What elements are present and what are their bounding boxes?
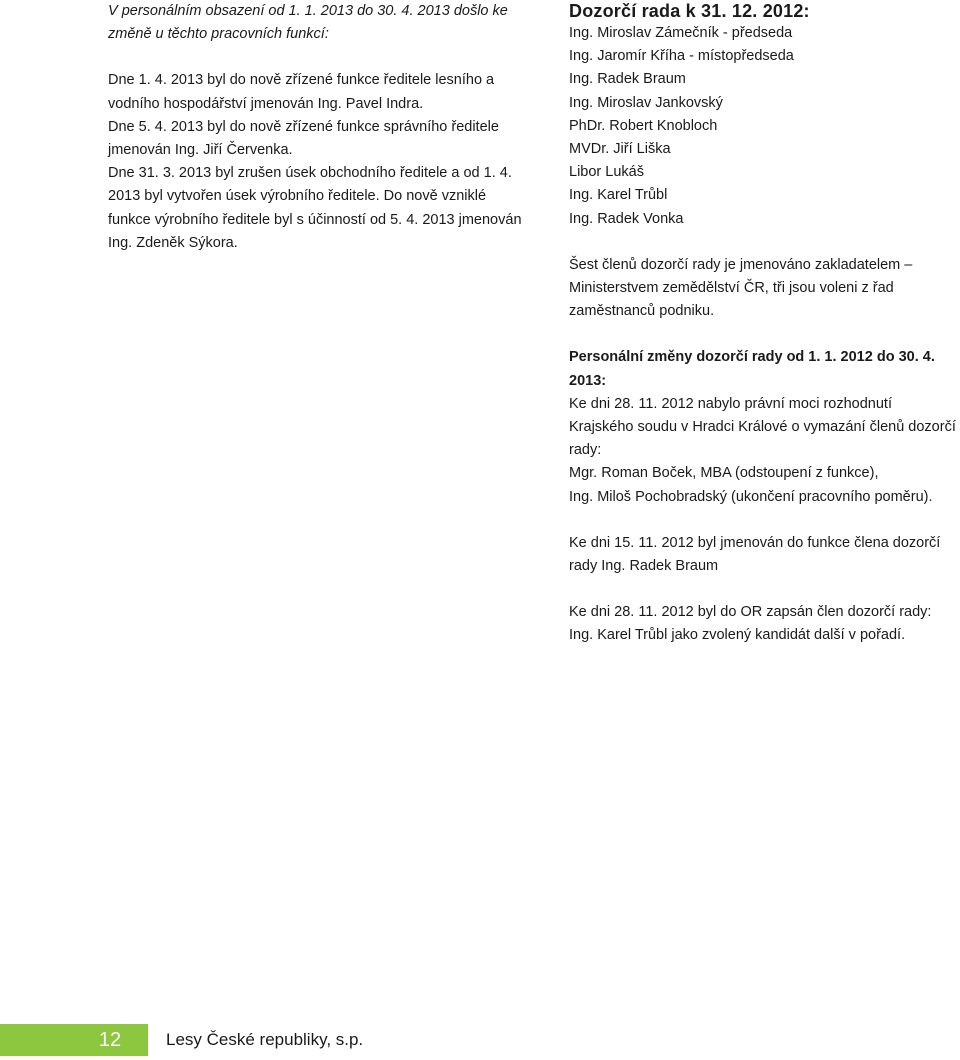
board-member: Ing. Miroslav Jankovský bbox=[569, 94, 723, 111]
board-member: MVDr. Jiří Liška bbox=[569, 141, 671, 158]
changes-heading: Personální změny dozorčí rady od 1. 1. 2012 do 30. 4. 2013: bbox=[569, 349, 935, 389]
board-member: Ing. Karel Trůbl bbox=[569, 187, 668, 204]
board-member-list bbox=[569, 22, 959, 231]
paragraph-sykora: Dne 31. 3. 2013 byl zrušen úsek obchodního ředitele a od 1. 4. 2013 byl vytvořen úsek výrobního ředitele. Do nově vzniklé funkce výrobního ředitele byl s účinností od 5. 4. 2013 jmenován Ing. Zdeněk Sýkora. bbox=[108, 165, 522, 251]
board-heading: Dozorčí rada k 31. 12. 2012: bbox=[569, 1, 810, 21]
board-member: Ing. Jaromír Kříha - místopředseda bbox=[569, 48, 794, 65]
removed-member: Mgr. Roman Boček, MBA (odstoupení z funkce), bbox=[569, 465, 879, 482]
removed-member: Ing. Miloš Pochobradský (ukončení pracovního poměru). bbox=[569, 488, 933, 505]
board-member: Ing. Miroslav Zámečník - předseda bbox=[569, 25, 793, 41]
footer-company-name: Lesy České republiky, s.p. bbox=[166, 1030, 364, 1049]
intro-text: V personálním obsazení od 1. 1. 2013 do 30. 4. 2013 došlo ke změně u těchto pracovních funkcí: bbox=[108, 3, 508, 43]
board-member: PhDr. Robert Knobloch bbox=[569, 117, 718, 134]
appointed-note: Ke dni 15. 11. 2012 byl jmenován do funkce člena dozorčí rady Ing. Radek Braum bbox=[569, 534, 941, 575]
paragraph-indra: Dne 1. 4. 2013 byl do nově zřízené funkce ředitele lesního a vodního hospodářství jmenován Ing. Pavel Indra. bbox=[108, 72, 495, 112]
right-column bbox=[569, 0, 959, 648]
paragraph-cervenka: Dne 5. 4. 2013 byl do nově zřízené funkce správního ředitele jmenován Ing. Jiří Červenka. bbox=[108, 118, 499, 159]
left-column bbox=[108, 0, 528, 255]
board-member: Ing. Radek Vonka bbox=[569, 210, 684, 227]
page-number: 12 bbox=[98, 1029, 122, 1051]
changes-intro: Ke dni 28. 11. 2012 nabylo právní moci rozhodnutí Krajského soudu v Hradci Králové o vymazání členů dozorčí rady: bbox=[569, 395, 956, 459]
board-member: Ing. Radek Braum bbox=[569, 71, 686, 88]
appointment-note: Šest členů dozorčí rady je jmenováno zakladatelem – Ministerstvem zemědělství ČR, tři jsou voleni z řad zaměstnanců podniku. bbox=[569, 256, 913, 320]
registered-note: Ke dni 28. 11. 2012 byl do OR zapsán člen dozorčí rady: Ing. Karel Trůbl jako zvolený kandidát další v pořadí. bbox=[569, 604, 932, 644]
board-member: Libor Lukáš bbox=[569, 164, 644, 181]
